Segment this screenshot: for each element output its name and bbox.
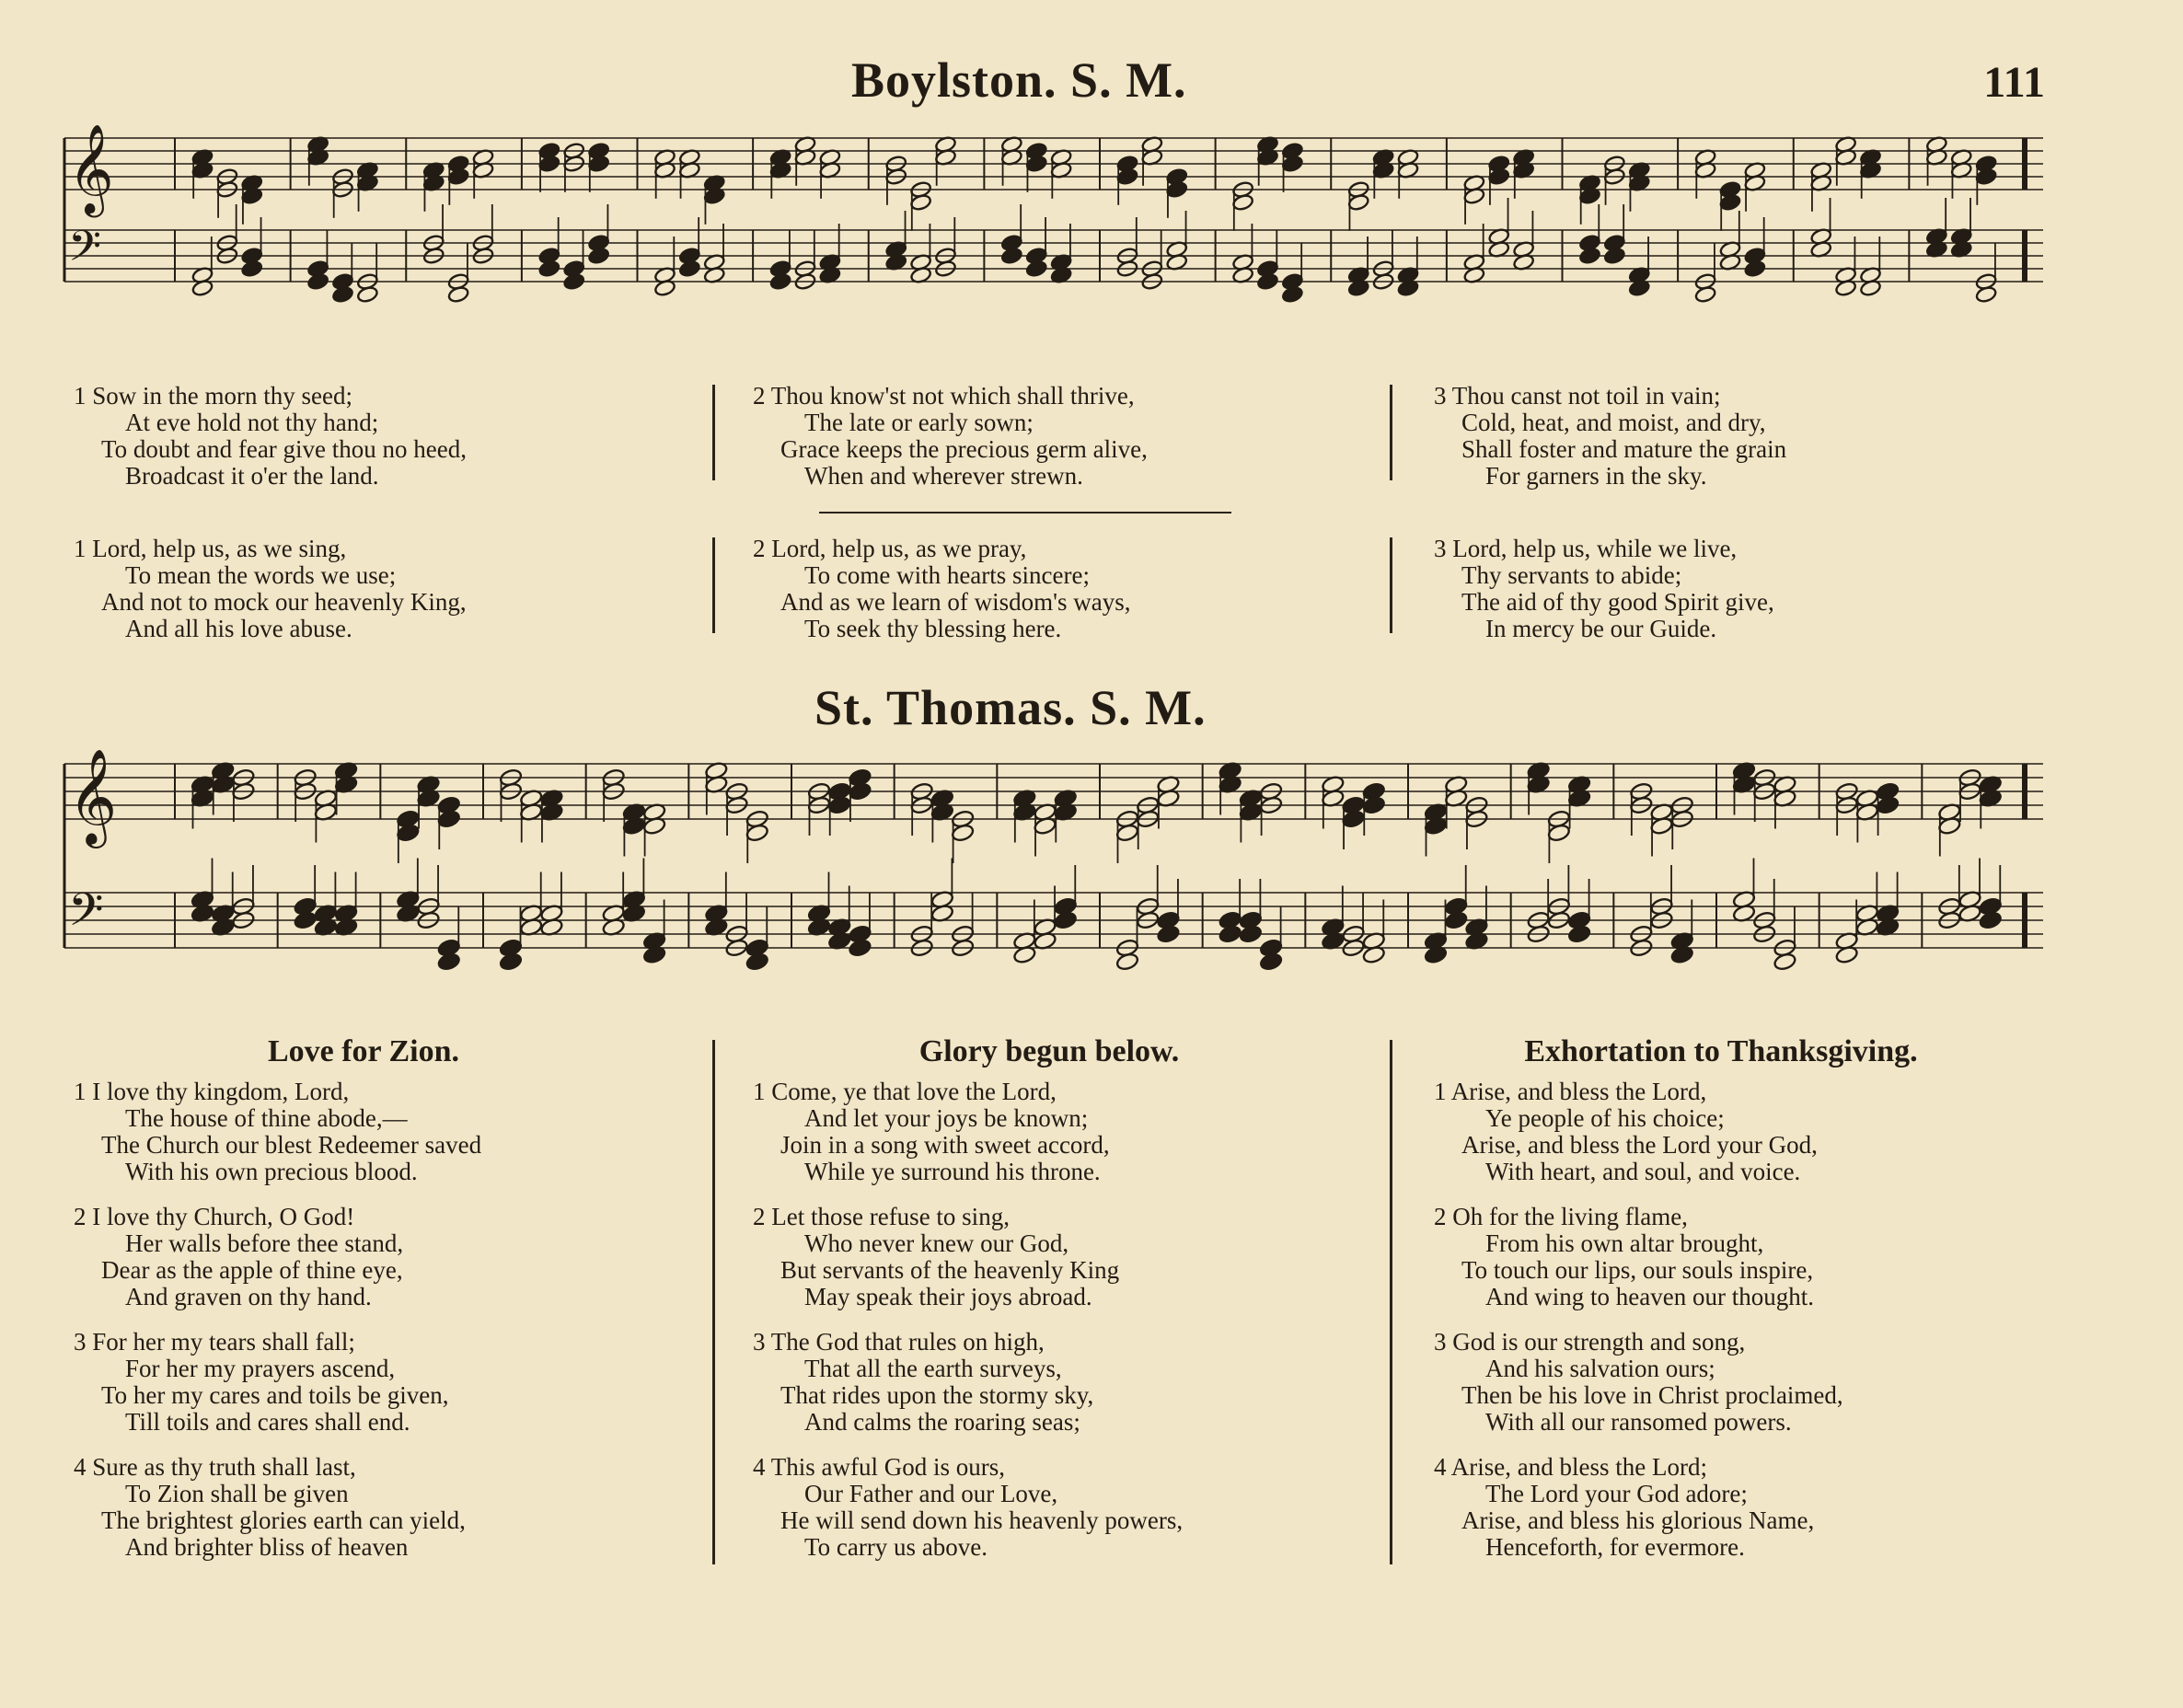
column-heading-glory-begun: Glory begun below. (918, 1034, 1180, 1068)
verse-line: At eve hold not thy hand; (125, 409, 379, 436)
verse-line: May speak their joys abroad. (804, 1283, 1092, 1310)
verse-line: For garners in the sky. (1485, 462, 1707, 490)
note-head (396, 823, 420, 842)
verse-line: 4 Arise, and bless the Lord; (1434, 1453, 1707, 1481)
section-divider (819, 512, 1231, 514)
verse-line: Arise, and bless his glorious Name, (1461, 1506, 1815, 1534)
verse-line: To touch our lips, our souls inspire, (1461, 1256, 1814, 1284)
treble-clef-icon: 𝄞 (68, 123, 114, 214)
verse-line: Join in a song with sweet accord, (780, 1131, 1110, 1159)
verse-line: Cold, heat, and moist, and dry, (1461, 409, 1766, 436)
note-head (1156, 924, 1180, 943)
boylston-verse-1a (74, 383, 467, 490)
note-head (1979, 910, 2003, 929)
verse-line: 2 I love thy Church, O God! (74, 1203, 355, 1230)
note-head (1567, 924, 1591, 943)
note-head (951, 823, 975, 842)
note-head (1231, 193, 1253, 212)
verse-line: The Lord your God adore; (1485, 1480, 1748, 1507)
note-head (356, 285, 378, 304)
note-head (437, 809, 461, 828)
column-divider (1390, 1040, 1392, 1564)
glory-begun-verses (753, 1079, 1183, 1561)
verse-line: And calms the roaring seas; (804, 1408, 1080, 1436)
note-head (1166, 180, 1188, 199)
note-head (538, 260, 560, 278)
page-number: 111 (1983, 58, 2045, 107)
verse-line: And not to mock our heavenly King, (101, 588, 467, 616)
note-head (1281, 285, 1303, 304)
verse-line: And his salvation ours; (1485, 1355, 1715, 1382)
verse-line: 1 Sow in the morn thy seed; (74, 382, 352, 410)
verse-line: But servants of the heavenly King (780, 1256, 1120, 1284)
verse-line: 1 Come, ye that love the Lord, (753, 1078, 1057, 1105)
note-head (1256, 272, 1278, 291)
note-head (848, 781, 872, 801)
note-head (1719, 193, 1741, 212)
verse-line: When and wherever strewn. (804, 462, 1083, 490)
note-head (1578, 247, 1600, 265)
column-heading-love-for-zion: Love for Zion. (267, 1034, 460, 1068)
column-divider (712, 537, 715, 633)
hymn-title-boylston: Boylston. S. M. (851, 52, 1187, 108)
verse-line: 4 This awful God is ours, (753, 1453, 1005, 1481)
verse-line: And graven on thy hand. (125, 1283, 372, 1310)
note-head (447, 167, 469, 186)
column-divider (1390, 385, 1392, 480)
verse-line: He will send down his heavenly powers, (780, 1506, 1184, 1534)
note-head (437, 952, 461, 971)
note-head (1025, 155, 1047, 173)
verse-line: That all the earth surveys, (804, 1355, 1062, 1382)
love-for-zion-verses (74, 1079, 481, 1561)
note-head (1259, 952, 1283, 971)
verse-line: That rides upon the stormy sky, (780, 1381, 1094, 1409)
verse-line: Her walls before thee stand, (125, 1229, 404, 1257)
verse-line: With heart, and soul, and voice. (1485, 1158, 1801, 1185)
verse-line: And let your joys be known; (804, 1104, 1089, 1132)
note-head (1362, 795, 1386, 814)
verse-line: 3 For her my tears shall fall; (74, 1328, 355, 1356)
boylston-verse-1b (74, 536, 467, 642)
verse-line: Our Father and our Love, (804, 1480, 1058, 1507)
note-head (241, 260, 263, 278)
note-head (306, 272, 329, 291)
note-head (587, 247, 609, 265)
note-head (1975, 167, 1997, 186)
verse-line: 4 Sure as thy truth shall last, (74, 1453, 356, 1481)
verse-line: Grace keeps the precious germ alive, (780, 435, 1148, 463)
note-head (1281, 155, 1303, 173)
verse-line: For her my prayers ascend, (125, 1355, 396, 1382)
verse-line: The house of thine abode,— (125, 1104, 408, 1132)
verse-line: Broadcast it o'er the land. (125, 462, 379, 490)
verse-line: Ye people of his choice; (1485, 1104, 1725, 1132)
verse-line: 2 Let those refuse to sing, (753, 1203, 1010, 1230)
verse-line: 1 Arise, and bless the Lord, (1434, 1078, 1707, 1105)
note-head (678, 260, 700, 278)
verse-line: With all our ransomed powers. (1485, 1408, 1792, 1436)
verse-line: 2 Oh for the living flame, (1434, 1203, 1688, 1230)
note-head (1219, 924, 1242, 943)
column-divider (1390, 537, 1392, 633)
note-head (848, 938, 872, 957)
verse-line: And all his love abuse. (125, 615, 352, 642)
note-head (1744, 260, 1766, 278)
verse-line: And brighter bliss of heaven (125, 1533, 409, 1561)
hymn-title-st-thomas: St. Thomas. S. M. (814, 680, 1207, 735)
verse-line: Then be his love in Christ proclaimed, (1461, 1381, 1843, 1409)
note-head (1239, 924, 1263, 943)
exhortation-verses (1434, 1079, 1843, 1561)
verse-line: To carry us above. (804, 1533, 988, 1561)
verse-line: The aid of thy good Spirit give, (1461, 588, 1774, 616)
boylston-verse-2a (753, 383, 1148, 490)
verse-line: To doubt and fear give thou no heed, (101, 435, 467, 463)
verse-line: The late or early sown; (804, 409, 1034, 436)
note-head (1054, 910, 1078, 929)
verse-line: While ye surround his throne. (804, 1158, 1101, 1185)
note-head (1115, 952, 1139, 971)
note-head (1694, 285, 1716, 304)
verse-line: Arise, and bless the Lord your God, (1461, 1131, 1818, 1159)
note-head (909, 193, 931, 212)
note-head (1773, 952, 1796, 971)
verse-line: Who never knew our God, (804, 1229, 1069, 1257)
column-divider (712, 1040, 715, 1564)
verse-line: 3 The God that rules on high, (753, 1328, 1045, 1356)
verse-line: Thy servants to abide; (1461, 561, 1682, 589)
verse-line: Till toils and cares shall end. (125, 1408, 410, 1436)
verse-line: To come with hearts sincere; (804, 561, 1090, 589)
bass-clef-icon: 𝄢 (68, 883, 104, 948)
note-head (745, 823, 769, 842)
column-divider (712, 385, 715, 480)
verse-line: And as we learn of wisdom's ways, (780, 588, 1131, 616)
note-head (1347, 193, 1369, 212)
note-head (1342, 809, 1366, 828)
treble-clef-icon: 𝄞 (68, 748, 118, 845)
verse-line: To seek thy blessing here. (804, 615, 1062, 642)
note-head (447, 285, 469, 304)
note-head (1603, 247, 1625, 265)
verse-line: With his own precious blood. (125, 1158, 418, 1185)
boylston-verse-3a (1434, 383, 1786, 490)
verse-line: 2 Thou know'st not which shall thrive, (753, 382, 1135, 410)
note-head (1488, 167, 1510, 186)
verse-line: Dear as the apple of thine eye, (101, 1256, 403, 1284)
verse-line: 2 Lord, help us, as we pray, (753, 535, 1027, 562)
music-score-boylston (55, 120, 2054, 350)
verse-line: 3 God is our strength and song, (1434, 1328, 1746, 1356)
note-head (563, 272, 585, 291)
bass-clef-icon: 𝄢 (68, 222, 102, 282)
note-head (745, 952, 769, 971)
note-head (538, 155, 560, 173)
column-heading-exhortation: Exhortation to Thanksgiving. (1524, 1034, 1918, 1068)
verse-line: 1 Lord, help us, as we sing, (74, 535, 347, 562)
verse-line: In mercy be our Guide. (1485, 615, 1717, 642)
boylston-verse-2b (753, 536, 1131, 642)
note-head (1876, 795, 1900, 814)
note-head (587, 155, 609, 173)
verse-line: 3 Thou canst not toil in vain; (1434, 382, 1721, 410)
verse-line: The brightest glories earth can yield, (101, 1506, 466, 1534)
verse-line: To her my cares and toils be given, (101, 1381, 449, 1409)
note-head (294, 910, 318, 929)
note-head (1000, 247, 1022, 265)
verse-line: The Church our blest Redeemer saved (101, 1131, 482, 1159)
note-head (331, 285, 353, 304)
verse-line: To mean the words we use; (125, 561, 397, 589)
boylston-verse-3b (1434, 536, 1774, 642)
verse-line: From his own altar brought, (1485, 1229, 1764, 1257)
note-head (499, 952, 523, 971)
note-head (769, 272, 791, 291)
verse-line: To Zion shall be given (125, 1480, 349, 1507)
note-head (1115, 823, 1139, 842)
verse-line: 3 Lord, help us, while we live, (1434, 535, 1738, 562)
note-head (1116, 167, 1138, 186)
verse-line: Henceforth, for evermore. (1485, 1533, 1745, 1561)
note-head (1444, 910, 1468, 929)
note-head (1025, 260, 1047, 278)
verse-line: 1 I love thy kingdom, Lord, (74, 1078, 350, 1105)
verse-line: Shall foster and mature the grain (1461, 435, 1787, 463)
note-head (1975, 285, 1997, 304)
music-score-st-thomas (55, 736, 2054, 1012)
note-head (827, 795, 851, 814)
verse-line: And wing to heaven our thought. (1485, 1283, 1814, 1310)
note-head (1547, 823, 1571, 842)
